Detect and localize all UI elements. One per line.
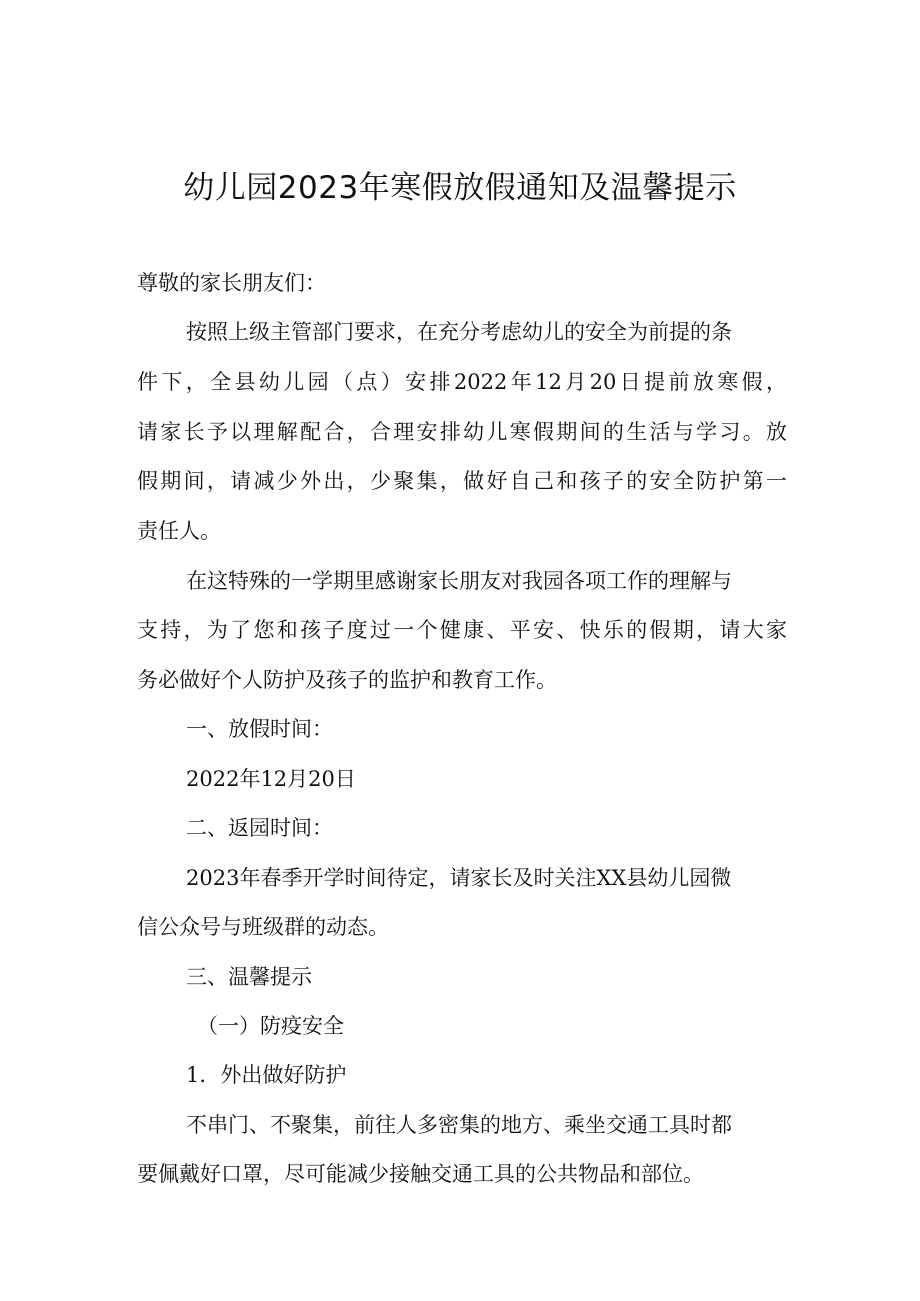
para1-line-4: 假期间，请减少外出，少聚集，做好自己和孩子的安全防护第一	[137, 469, 787, 493]
para2-line-1: 在这特殊的一学期里感谢家长朋友对我园各项工作的理解与	[186, 569, 732, 593]
para2-line-2: 支持，为了您和孩子度过一个健康、平安、快乐的假期，请大家	[137, 618, 787, 642]
section2-text-line-2: 信公众号与班级群的动态。	[137, 915, 389, 939]
section1-date: 2022年12月20日	[186, 767, 356, 791]
section3-heading: 三、温馨提示	[186, 965, 312, 989]
item1-text-line-1: 不串门、不聚集，前往人多密集的地方、乘坐交通工具时都	[186, 1113, 732, 1137]
para1-line-3: 请家长予以理解配合，合理安排幼儿寒假期间的生活与学习。放	[137, 420, 787, 444]
para1-line-2: 件下，全县幼儿园（点）安排2022年12月20日提前放寒假，	[137, 370, 787, 394]
para1-line-1: 按照上级主管部门要求，在充分考虑幼儿的安全为前提的条	[186, 320, 732, 344]
section2-text-line-1: 2023年春季开学时间待定，请家长及时关注XX县幼儿园微	[186, 866, 732, 890]
item1-heading: 1．外出做好防护	[186, 1063, 347, 1087]
section2-heading: 二、返园时间：	[186, 816, 333, 840]
item1-text-line-2: 要佩戴好口罩，尽可能减少接触交通工具的公共物品和部位。	[137, 1162, 704, 1186]
salutation: 尊敬的家长朋友们：	[137, 271, 326, 295]
section1-heading: 一、放假时间：	[186, 717, 333, 741]
para2-line-3: 务必做好个人防护及孩子的监护和教育工作。	[137, 668, 557, 692]
para1-line-5: 责任人。	[137, 519, 221, 543]
document-title: 幼儿园2023年寒假放假通知及温馨提示	[183, 170, 737, 206]
subsection1-heading: （一）防疫安全	[197, 1014, 344, 1038]
